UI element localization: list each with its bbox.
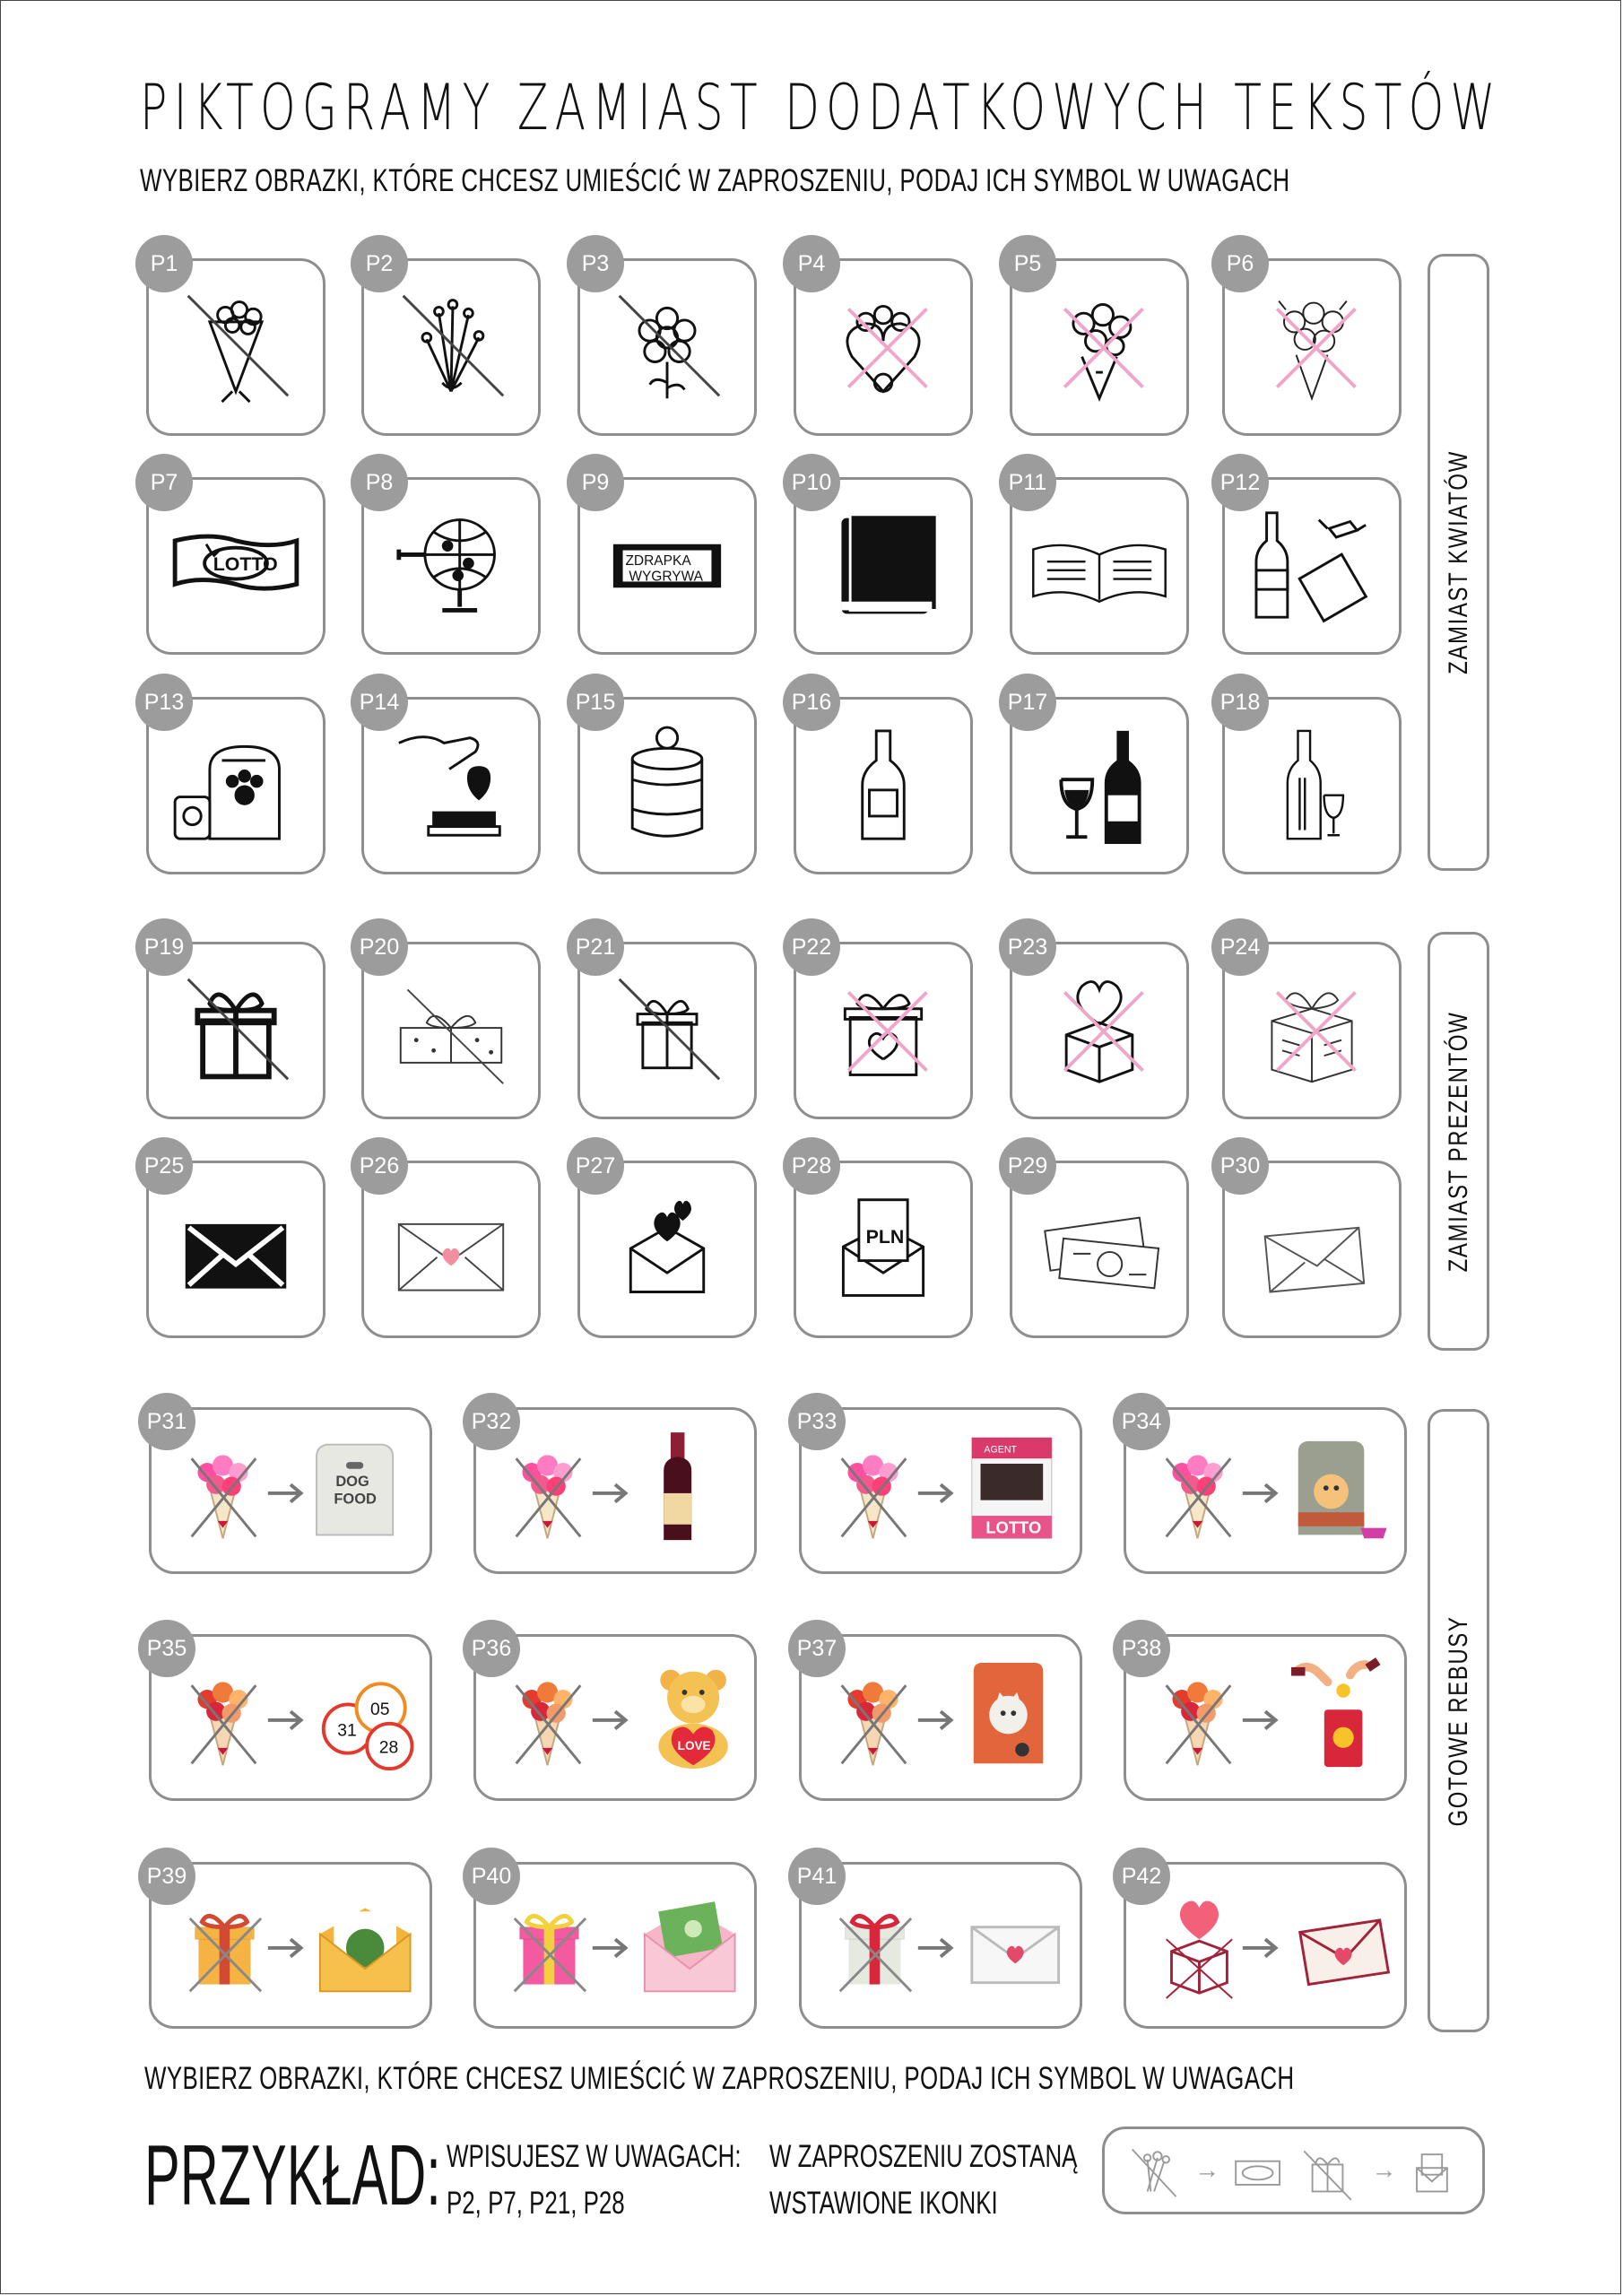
pink-bouquet-icon — [842, 1455, 907, 1538]
pictogram-code: P8 — [351, 454, 408, 511]
pictogram-code: P17 — [999, 674, 1056, 731]
pictogram-code: P14 — [351, 674, 408, 731]
pictogram-code: P13 — [135, 674, 193, 731]
example-instruction — [447, 2134, 742, 2227]
rebus-code: P31 — [138, 1393, 195, 1450]
rebus-code: P32 — [463, 1393, 520, 1450]
pictogram-code: P25 — [135, 1137, 193, 1195]
svg-text:DOG: DOG — [335, 1474, 369, 1491]
mini-wild-flowers-icon — [1133, 2150, 1176, 2197]
svg-text:05: 05 — [370, 1700, 390, 1720]
pictogram-code: P12 — [1211, 454, 1269, 511]
rebus-p42 — [1126, 1865, 1404, 2026]
pink-bouquet-icon — [516, 1455, 581, 1538]
pictogram-code: P11 — [999, 454, 1056, 511]
pictogram-code: P29 — [999, 1137, 1056, 1195]
rebus-p38 — [1126, 1637, 1404, 1798]
rebus-code: P37 — [788, 1620, 846, 1677]
heart-envelope-icon — [972, 1927, 1059, 1983]
pictogram-code: P19 — [135, 918, 193, 976]
arrow-icon — [918, 1484, 951, 1501]
heart-letter-icon — [1300, 1920, 1389, 1985]
pictogram-code: P15 — [567, 674, 624, 731]
crossed-red-bouquet-icon — [192, 1682, 256, 1765]
crossed-orange-gift-icon — [190, 1916, 261, 1991]
pictogram-code: P21 — [567, 918, 624, 976]
example-line-1: WPISUJESZ W UWAGACH: — [447, 2139, 742, 2174]
pictogram-code: P26 — [351, 1137, 408, 1195]
pink-bouquet-icon — [192, 1455, 256, 1538]
cat-food-icon — [974, 1663, 1043, 1763]
pictogram-code: P18 — [1211, 674, 1269, 731]
rebus-p37 — [802, 1637, 1080, 1798]
mini-arrow-icon-2: → — [1371, 2155, 1397, 2184]
red-bouquet-icon — [192, 1682, 256, 1765]
crossed-pink-bouquet-icon — [192, 1455, 256, 1538]
pink-gift-icon — [515, 1916, 586, 1991]
svg-text:LOTTO: LOTTO — [213, 552, 278, 575]
dog-food-bag-icon — [317, 1445, 393, 1535]
svg-text:AGENT: AGENT — [984, 1444, 1017, 1456]
pictogram-code: P28 — [783, 1137, 840, 1195]
section-label-gifts: ZAMIAST PREZENTÓW — [1443, 1011, 1473, 1272]
mini-envelope-money-icon — [1417, 2154, 1447, 2191]
rebus-code: P38 — [1113, 1620, 1170, 1677]
svg-text:ZDRAPKA: ZDRAPKA — [625, 553, 691, 570]
crossed-pink-gift-icon — [515, 1916, 586, 1991]
rebus-code: P40 — [463, 1848, 520, 1905]
example-preview — [1102, 2126, 1485, 2214]
arrow-icon — [593, 1484, 626, 1501]
example-label: PRZYKŁAD: — [144, 2127, 441, 2223]
result-line-1: W ZAPROSZENIU ZOSTANĄ — [769, 2139, 1078, 2174]
rebus-code: P34 — [1113, 1393, 1170, 1450]
rebus-p32 — [476, 1410, 754, 1571]
arrow-icon — [268, 1939, 301, 1956]
pictogram-code: P30 — [1211, 1137, 1269, 1195]
svg-text:FOOD: FOOD — [334, 1491, 377, 1508]
arrow-icon — [268, 1711, 301, 1728]
arrow-icon — [918, 1711, 951, 1728]
lotto-kiosk-icon — [972, 1438, 1052, 1538]
crossed-pink-bouquet-icon — [1167, 1455, 1231, 1538]
charity-can-icon — [1291, 1661, 1378, 1767]
example-line-2: P2, P7, P21, P28 — [447, 2186, 625, 2221]
rebus-code: P33 — [788, 1393, 846, 1450]
pictogram-code: P9 — [567, 454, 624, 511]
pictogram-code: P10 — [783, 454, 840, 511]
rebus-code: P42 — [1113, 1848, 1170, 1905]
pictogram-code: P16 — [783, 674, 840, 731]
pictogram-code: P5 — [999, 235, 1056, 292]
pictogram-code: P20 — [351, 918, 408, 976]
red-bouquet-icon — [516, 1682, 581, 1765]
rebus-code: P35 — [138, 1620, 195, 1677]
crossed-white-gift-icon — [840, 1916, 911, 1991]
pictogram-code: P3 — [567, 235, 624, 292]
svg-text:PLN: PLN — [865, 1226, 905, 1248]
pictogram-code: P4 — [783, 235, 840, 292]
pictogram-code: P1 — [135, 235, 193, 292]
svg-text:28: 28 — [378, 1737, 399, 1758]
lotto-balls-icon — [324, 1683, 412, 1769]
example-result — [769, 2134, 1077, 2227]
orange-gift-icon — [190, 1916, 261, 1991]
mini-arrow-icon: → — [1194, 2155, 1220, 2184]
section-label-flowers: ZAMIAST KWIATÓW — [1443, 450, 1473, 674]
arrow-icon — [1243, 1939, 1276, 1956]
rebus-p34 — [1126, 1410, 1404, 1571]
page-title: PIKTOGRAMY ZAMIAST DODATKOWYCH TEKSTÓW — [140, 71, 1502, 144]
white-gift-icon — [840, 1916, 911, 1991]
section-label-rebus: GOTOWE REBUSY — [1443, 1614, 1473, 1827]
rebus-p36 — [476, 1637, 754, 1798]
section-zamiast-prezentow — [1428, 932, 1489, 1351]
money-envelope-icon — [320, 1908, 411, 1991]
crossed-pink-bouquet-icon — [842, 1455, 907, 1538]
rebus-p41 — [802, 1865, 1080, 2026]
svg-text:WYGRYWA: WYGRYWA — [629, 569, 704, 585]
arrow-icon — [1243, 1484, 1276, 1501]
crossed-red-bouquet-icon — [1167, 1682, 1231, 1765]
pictogram-code: P24 — [1211, 918, 1269, 976]
svg-text:LOVE: LOVE — [677, 1738, 711, 1752]
result-line-2: WSTAWIONE IKONKI — [769, 2186, 998, 2221]
wine-bottle-icon — [664, 1432, 691, 1540]
section-gotowe-rebusy — [1428, 1409, 1489, 2032]
rebus-p39 — [152, 1865, 430, 2026]
mini-crossed-gift-icon — [1304, 2151, 1351, 2199]
rebus-code: P36 — [463, 1620, 520, 1677]
pink-bouquet-icon — [1167, 1455, 1231, 1538]
pictogram-code: P7 — [135, 454, 193, 511]
teddy-bear-icon — [658, 1670, 727, 1769]
pictogram-code: P22 — [783, 918, 840, 976]
pictogram-code: P6 — [1211, 235, 1269, 292]
red-bouquet-icon — [1167, 1682, 1231, 1765]
pictogram-code: P27 — [567, 1137, 624, 1195]
crossed-red-bouquet-icon — [516, 1682, 581, 1765]
section-zamiast-kwiatow — [1428, 254, 1489, 871]
rebus-code: P39 — [138, 1848, 195, 1905]
footer-note: WYBIERZ OBRAZKI, KTÓRE CHCESZ UMIEŚCIĆ W ZAPROSZENIU, PODAJ ICH SYMBOL W UWAGACH — [144, 2061, 1295, 2096]
crossed-red-bouquet-icon — [842, 1682, 907, 1765]
pink-money-envelope-icon — [645, 1901, 735, 1991]
arrow-icon — [1243, 1711, 1276, 1728]
red-bouquet-icon — [842, 1682, 907, 1765]
svg-text:31: 31 — [337, 1720, 357, 1741]
arrow-icon — [593, 1939, 626, 1956]
rebus-p40 — [476, 1865, 754, 2026]
page-subtitle: WYBIERZ OBRAZKI, KTÓRE CHCESZ UMIEŚCIĆ W ZAPROSZENIU, PODAJ ICH SYMBOL W UWAGACH — [140, 163, 1290, 198]
pictogram-code: P2 — [351, 235, 408, 292]
arrow-icon — [593, 1711, 626, 1728]
crossed-pink-bouquet-icon — [516, 1455, 581, 1538]
arrow-icon — [918, 1939, 951, 1956]
heart-box-color-icon — [1167, 1900, 1233, 1998]
mini-lotto-icon — [1236, 2161, 1280, 2185]
rebus-p33 — [802, 1410, 1080, 1571]
arrow-icon — [268, 1484, 301, 1501]
crossed-heart-box-color-icon — [1167, 1900, 1233, 1998]
rebus-p31 — [152, 1410, 430, 1571]
rebus-code: P41 — [788, 1848, 846, 1905]
dog-food-color-icon — [1298, 1441, 1387, 1538]
svg-text:LOTTO: LOTTO — [985, 1518, 1042, 1537]
rebus-p35 — [152, 1637, 430, 1798]
pictogram-code: P23 — [999, 918, 1056, 976]
